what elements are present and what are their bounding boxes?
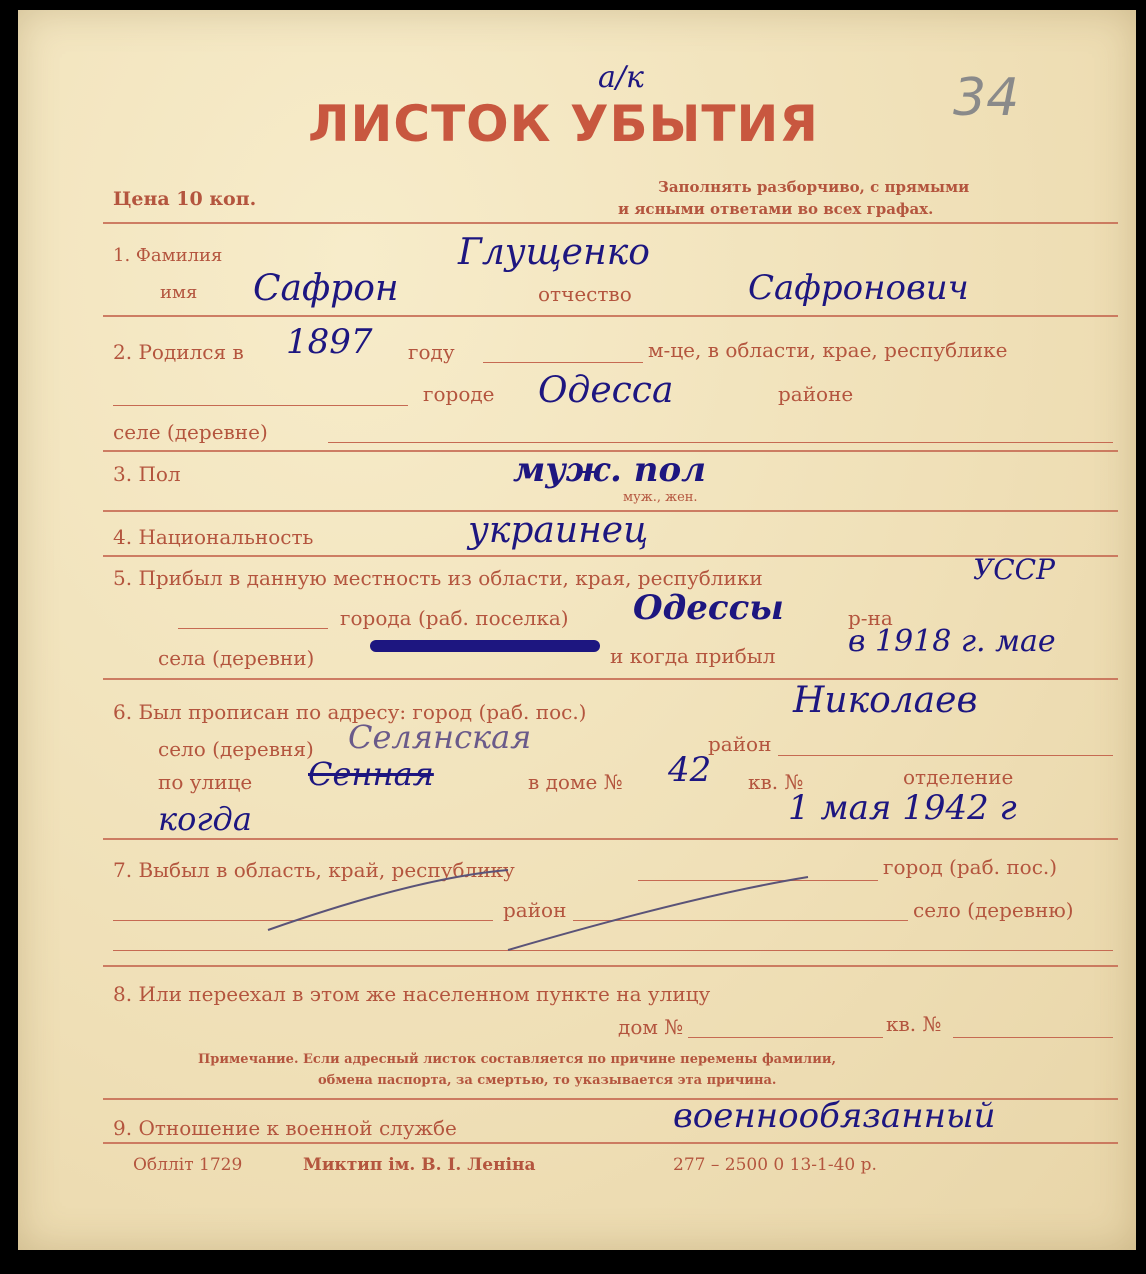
registered-house-value: 42 bbox=[668, 750, 712, 790]
blank-underline bbox=[688, 1037, 883, 1038]
registered-city-value: Николаев bbox=[793, 680, 978, 721]
surname-value: Глущенко bbox=[458, 232, 650, 273]
registered-village-label: село (деревня) bbox=[158, 737, 314, 761]
blank-underline bbox=[178, 628, 328, 629]
birth-place-label: м-це, в области, крае, республике bbox=[648, 338, 1008, 362]
blank-underline bbox=[113, 405, 408, 406]
patronymic-value: Сафронович bbox=[748, 268, 969, 308]
corner-page-number: 34 bbox=[953, 68, 1020, 128]
moved-label: 8. Или переехал в этом же населенном пункте на улицу bbox=[113, 982, 711, 1006]
sex-value: муж. пол bbox=[513, 450, 707, 490]
registered-date-value: 1 мая 1942 г bbox=[788, 788, 1017, 828]
price-label: Цена 10 коп. bbox=[113, 188, 257, 210]
arrived-city-label: города (раб. поселка) bbox=[340, 606, 569, 630]
birth-village-label: селе (деревне) bbox=[113, 420, 268, 444]
form-title: ЛИСТОК УБЫТИЯ bbox=[308, 95, 819, 153]
registered-village-value: Селянская bbox=[348, 718, 532, 756]
registered-house-label: в доме № bbox=[528, 770, 623, 794]
arrived-village-label: села (деревни) bbox=[158, 646, 315, 670]
blank-underline bbox=[483, 362, 643, 363]
rule-line bbox=[103, 222, 1118, 224]
departed-district-label: район bbox=[503, 898, 567, 922]
registered-when-label-value: когда bbox=[158, 800, 252, 838]
nationality-value: украинец bbox=[468, 510, 649, 551]
birth-label: 2. Родился в bbox=[113, 340, 244, 364]
birth-year-suffix: году bbox=[408, 340, 455, 364]
arrived-when-value: в 1918 г. мае bbox=[848, 624, 1056, 659]
blank-underline bbox=[328, 442, 1113, 443]
note-line-1: Примечание. Если адресный листок составляется по причине перемены фамилии, bbox=[198, 1052, 837, 1067]
instruction-line-2: и ясными ответами во всех графах. bbox=[618, 200, 934, 218]
name-value: Сафрон bbox=[253, 268, 399, 309]
registered-street-label: по улице bbox=[158, 770, 253, 794]
military-value: военнообязанный bbox=[673, 1096, 996, 1136]
sex-label: 3. Пол bbox=[113, 462, 181, 486]
registered-label: 6. Был прописан по адресу: город (раб. пос.) bbox=[113, 700, 587, 724]
moved-apt-label: кв. № bbox=[886, 1012, 942, 1036]
rule-line bbox=[103, 838, 1118, 840]
birth-year-value: 1897 bbox=[286, 322, 373, 362]
registered-district-label: район bbox=[708, 732, 772, 756]
arrived-district-label: р-на bbox=[848, 606, 893, 630]
nationality-label: 4. Национальность bbox=[113, 525, 314, 549]
arrived-city-value: Одессы bbox=[633, 588, 784, 628]
birth-district-label: районе bbox=[778, 382, 854, 406]
surname-label: 1. Фамилия bbox=[113, 245, 223, 266]
blank-underline bbox=[778, 755, 1113, 756]
footer-printer: Миктип ім. В. І. Леніна bbox=[303, 1155, 536, 1175]
departed-label: 7. Выбыл в область, край, республику bbox=[113, 858, 515, 882]
birth-city-value: Одесса bbox=[538, 370, 674, 411]
departed-village-label: село (деревню) bbox=[913, 898, 1074, 922]
birth-city-label: городе bbox=[423, 382, 495, 406]
footer-print-code: Облліт 1729 bbox=[133, 1155, 243, 1175]
rule-line bbox=[103, 555, 1118, 557]
military-label: 9. Отношение к военной службе bbox=[113, 1116, 457, 1140]
instruction-line-1: Заполнять разборчиво, с прямыми bbox=[658, 178, 970, 196]
arrived-republic-value: УССР bbox=[973, 553, 1055, 586]
moved-house-label: дом № bbox=[618, 1015, 684, 1039]
footer-print-run: 277 – 2500 0 13-1-40 р. bbox=[673, 1155, 877, 1175]
ink-strikeout bbox=[370, 640, 600, 652]
arrived-label: 5. Прибыл в данную местность из области, края, республики bbox=[113, 566, 763, 590]
title-handwritten-overwrite: а/к bbox=[598, 60, 644, 95]
name-label: имя bbox=[160, 282, 198, 303]
rule-line bbox=[103, 965, 1118, 967]
registered-street-value: Сенная bbox=[308, 755, 434, 793]
registered-dept-label: отделение bbox=[903, 765, 1014, 789]
blank-underline bbox=[953, 1037, 1113, 1038]
rule-line bbox=[103, 315, 1118, 317]
pencil-cross-out-strokes bbox=[248, 855, 848, 955]
registered-apt-label: кв. № bbox=[748, 770, 804, 794]
rule-line bbox=[103, 1142, 1118, 1144]
departed-city-label: город (раб. пос.) bbox=[883, 855, 1058, 879]
patronymic-label: отчество bbox=[538, 282, 632, 306]
note-line-2: обмена паспорта, за смертью, то указывается эта причина. bbox=[318, 1073, 777, 1088]
arrived-when-label: и когда прибыл bbox=[610, 644, 776, 668]
sex-hint: муж., жен. bbox=[623, 490, 698, 505]
departure-form-sheet bbox=[18, 10, 1136, 1250]
